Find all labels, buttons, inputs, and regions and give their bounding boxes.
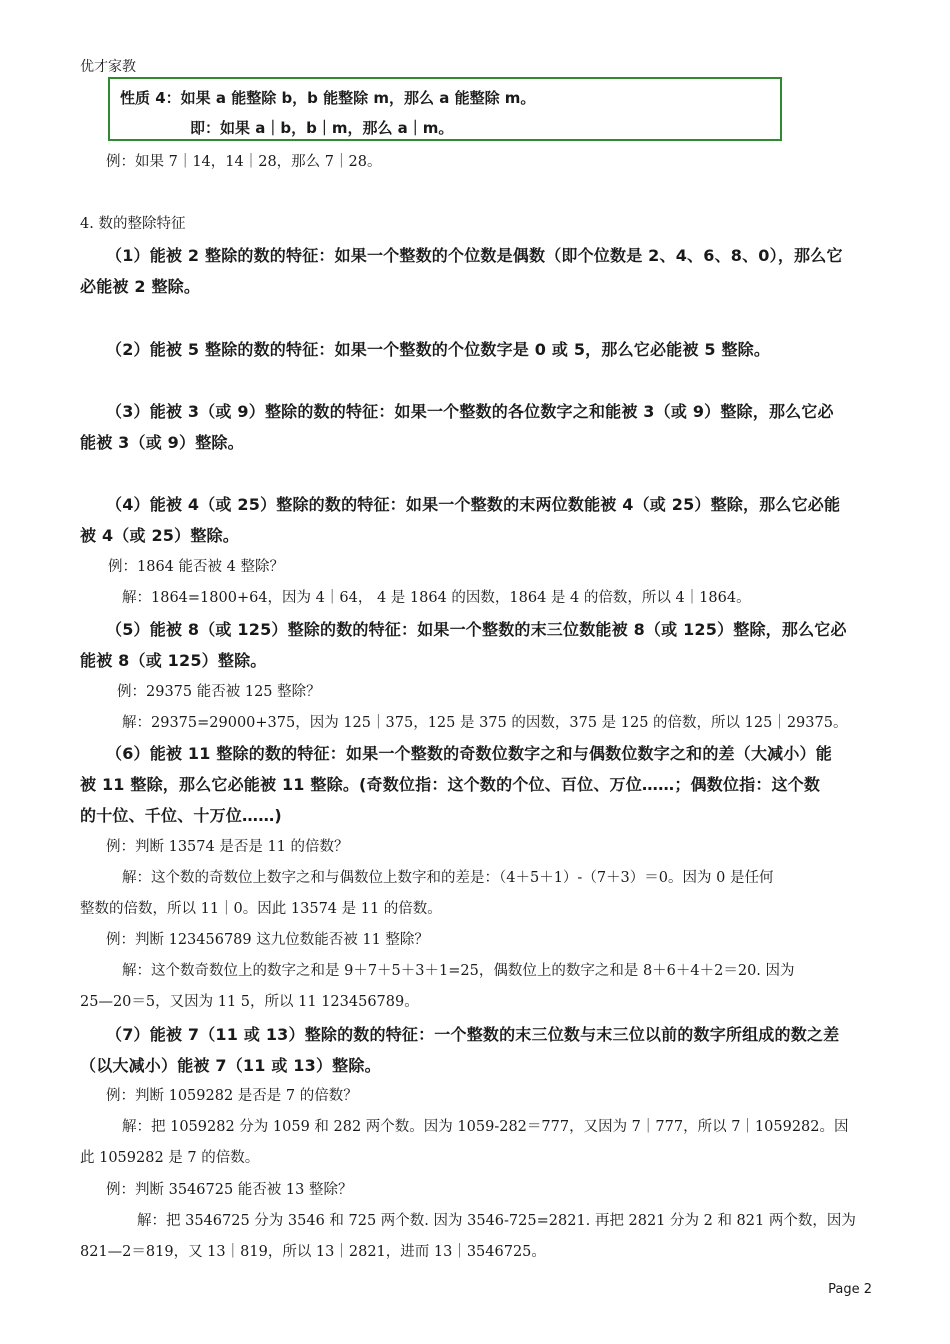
page-number: Page 2 [828, 1282, 872, 1297]
example-line: 例：判断 123456789 这九位数能否被 11 整除？ [106, 932, 429, 948]
example-line: 例：判断 3546725 能否被 13 整除？ [106, 1182, 353, 1198]
rule-11-line2: 被 11 整除，那么它必能被 11 整除。(奇数位指：这个数的个位、百位、万位……；偶数位指：这个数 [80, 775, 821, 794]
example-line: 例：29375 能否被 125 整除？ [117, 684, 321, 700]
solution-line: 整数的倍数，所以 11｜0。因此 13574 是 11 的倍数。 [80, 901, 442, 917]
rule-4-25-line1: （4）能被 4（或 25）整除的数的特征：如果一个整数的末两位数能被 4（或 25）整除，那么它必能 [106, 495, 841, 514]
rule-3-9-line1: （3）能被 3（或 9）整除的数的特征：如果一个整数的各位数字之和能被 3（或 9）整除，那么它必 [106, 402, 834, 421]
rule-7-line2: （以大减小）能被 7（11 或 13）整除。 [80, 1056, 381, 1075]
solution-line: 此 1059282 是 7 的倍数。 [80, 1150, 260, 1166]
solution-line: 解：把 1059282 分为 1059 和 282 两个数。因为 1059-282＝777，又因为 7｜777，所以 7｜1059282。因 [122, 1119, 849, 1135]
rule-11-line1: （6）能被 11 整除的数的特征：如果一个整数的奇数位数字之和与偶数位数字之和的差（大减小）能 [106, 744, 832, 763]
example-line: 例：判断 13574 是否是 11 的倍数？ [106, 839, 349, 855]
example-line: 例：如果 7｜14，14｜28，那么 7｜28。 [106, 154, 382, 170]
rule-4-25-line2: 被 4（或 25）整除。 [80, 526, 239, 545]
property-statement: 性质 4：如果 a 能整除 b，b 能整除 m，那么 a 能整除 m。 [120, 89, 536, 107]
rule-3-9-line2: 能被 3（或 9）整除。 [80, 433, 244, 452]
page-header: 优才家教 [80, 59, 136, 75]
rule-8-125-line2: 能被 8（或 125）整除。 [80, 651, 267, 670]
solution-line: 解：这个数的奇数位上数字之和与偶数位上数字和的差是：（4＋5＋1）-（7＋3）＝0。因为 0 是任何 [122, 870, 774, 886]
section-heading: 4. 数的整除特征 [80, 216, 186, 232]
rule-7-line1: （7）能被 7（11 或 13）整除的数的特征：一个整数的末三位数与末三位以前的数字所组成的数之差 [106, 1025, 840, 1044]
solution-line: 解：把 3546725 分为 3546 和 725 两个数. 因为 3546-725=2821. 再把 2821 分为 2 和 821 两个数，因为 [137, 1213, 856, 1229]
solution-line: 解：这个数奇数位上的数字之和是 9＋7＋5＋3＋1=25，偶数位上的数字之和是 8＋6＋4＋2＝20. 因为 [122, 963, 795, 979]
solution-line: 解：1864=1800+64，因为 4｜64， 4 是 1864 的因数，1864 是 4 的倍数，所以 4｜1864。 [122, 590, 751, 606]
rule-5: （2）能被 5 整除的数的特征：如果一个整数的个位数字是 0 或 5，那么它必能被 5 整除。 [106, 340, 771, 359]
solution-line: 解：29375=29000+375，因为 125｜375，125 是 375 的因数，375 是 125 的倍数，所以 125｜29375。 [122, 715, 848, 731]
example-line: 例：1864 能否被 4 整除？ [108, 559, 284, 575]
solution-line: 25—20＝5，又因为 11 5，所以 11 123456789。 [80, 994, 419, 1010]
property-box [108, 77, 782, 141]
rule-11-line3: 的十位、千位、十万位……) [80, 806, 282, 825]
rule-2-line1: （1）能被 2 整除的数的特征：如果一个整数的个位数是偶数（即个位数是 2、4、6、8、0），那么它 [106, 246, 843, 265]
rule-8-125-line1: （5）能被 8（或 125）整除的数的特征：如果一个整数的末三位数能被 8（或 125）整除，那么它必 [106, 620, 847, 639]
solution-line: 821—2＝819，又 13｜819，所以 13｜2821，进而 13｜3546725。 [80, 1244, 546, 1260]
property-notation: 即：如果 a｜b，b｜m，那么 a｜m。 [190, 119, 454, 137]
example-line: 例：判断 1059282 是否是 7 的倍数？ [106, 1088, 358, 1104]
rule-2-line2: 必能被 2 整除。 [80, 277, 201, 296]
